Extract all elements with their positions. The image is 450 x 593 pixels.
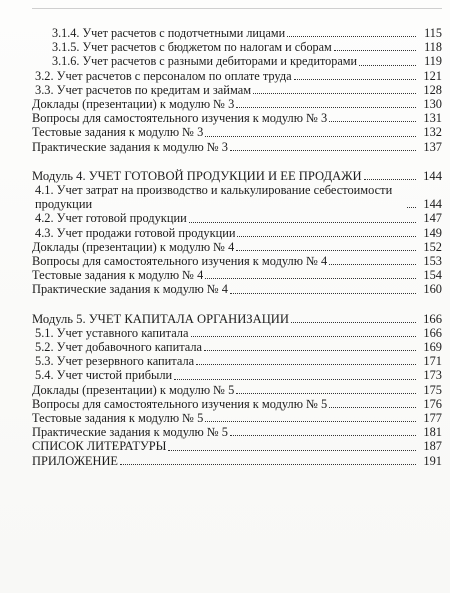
toc-entry-title: 4.1. Учет затрат на производство и калькулирование себестоимости продукции xyxy=(35,183,393,212)
toc-entry-title: Доклады (презентации) к модулю № 5 xyxy=(32,382,235,397)
toc-entry xyxy=(32,211,442,225)
toc-entry xyxy=(32,111,442,125)
toc-entry-title: 5.1. Учет уставного капитала xyxy=(35,325,189,340)
dot-leader xyxy=(205,278,416,279)
toc-entry-page: 115 xyxy=(424,26,442,40)
toc-entry-title: 3.2. Учет расчетов с персоналом по оплате труда xyxy=(35,68,292,83)
dot-leader xyxy=(174,379,416,380)
toc-entry xyxy=(32,397,442,411)
toc-entry xyxy=(32,226,442,240)
dot-leader xyxy=(205,421,416,422)
dot-leader xyxy=(205,136,416,137)
dot-leader xyxy=(236,393,416,394)
toc-entry-page: 132 xyxy=(423,125,442,140)
toc-entry-page: 152 xyxy=(423,239,442,254)
toc-entry xyxy=(32,354,442,368)
toc-entry xyxy=(32,340,442,354)
toc-entry-title: Доклады (презентации) к модулю № 3 xyxy=(32,97,235,112)
top-rule xyxy=(32,8,442,9)
toc-entry-page: 144 xyxy=(423,168,442,183)
toc-entry xyxy=(32,439,442,453)
toc-entry-page: 137 xyxy=(423,139,442,154)
dot-leader xyxy=(236,107,416,108)
dot-leader xyxy=(294,79,416,80)
dot-leader xyxy=(329,264,416,265)
toc-entry-page: 191 xyxy=(423,453,442,468)
dot-leader xyxy=(407,207,416,208)
table-of-contents xyxy=(32,26,442,468)
toc-module-heading xyxy=(32,312,442,326)
toc-entry xyxy=(32,83,442,97)
toc-entry-page: 160 xyxy=(423,282,442,297)
toc-entry-page: 169 xyxy=(423,340,442,355)
toc-entry-title: 5.2. Учет добавочного капитала xyxy=(35,340,203,355)
dot-leader xyxy=(329,121,416,122)
toc-entry-title: 4.2. Учет готовой продукции xyxy=(35,211,187,226)
toc-entry-page: 166 xyxy=(423,311,442,326)
toc-entry-title: Вопросы для самостоятельного изучения к модулю № 5 xyxy=(32,396,328,411)
toc-entry-page: 119 xyxy=(424,54,442,69)
toc-entry xyxy=(32,183,442,211)
toc-entry-page: 166 xyxy=(423,325,442,340)
toc-entry xyxy=(32,326,442,340)
dot-leader xyxy=(364,179,416,180)
dot-leader xyxy=(237,236,416,237)
toc-entry-page: 118 xyxy=(424,40,442,55)
toc-entry xyxy=(32,26,442,40)
dot-leader xyxy=(120,464,416,465)
toc-entry-title: 3.3. Учет расчетов по кредитам и займам xyxy=(35,82,252,97)
toc-entry xyxy=(32,54,442,68)
dot-leader xyxy=(189,222,416,223)
toc-module-heading xyxy=(32,169,442,183)
toc-entry-page: 144 xyxy=(423,197,442,212)
toc-entry-page: 175 xyxy=(423,382,442,397)
toc-entry-title: 5.3. Учет резервного капитала xyxy=(35,354,195,369)
toc-entry-page: 181 xyxy=(423,425,442,440)
toc-entry xyxy=(32,454,442,468)
toc-entry-page: 130 xyxy=(423,97,442,112)
toc-entry-title: 3.1.4. Учет расчетов с подотчетными лицами xyxy=(52,26,286,40)
toc-entry-title: Практические задания к модулю № 4 xyxy=(32,282,228,297)
toc-entry-title: Модуль 5. УЧЕТ КАПИТАЛА ОРГАНИЗАЦИИ xyxy=(32,311,289,326)
toc-entry-title: Доклады (презентации) к модулю № 4 xyxy=(32,239,235,254)
toc-entry-title: Вопросы для самостоятельного изучения к модулю № 3 xyxy=(32,111,328,126)
dot-leader xyxy=(253,93,416,94)
toc-entry-title: 3.1.6. Учет расчетов с разными дебиторами и кредиторами xyxy=(52,54,357,69)
dot-leader xyxy=(291,322,416,323)
toc-entry-page: 149 xyxy=(423,225,442,240)
toc-entry-page: 131 xyxy=(423,111,442,126)
toc-entry-page: 173 xyxy=(423,368,442,383)
toc-entry-title: Тестовые задания к модулю № 5 xyxy=(32,411,204,426)
dot-leader xyxy=(287,36,416,37)
toc-entry xyxy=(32,97,442,111)
toc-entry-page: 153 xyxy=(423,254,442,269)
toc-entry-title: Практические задания к модулю № 5 xyxy=(32,425,228,440)
toc-entry-page: 121 xyxy=(423,68,442,83)
dot-leader xyxy=(236,250,416,251)
dot-leader xyxy=(230,293,416,294)
toc-entry xyxy=(32,282,442,296)
toc-entry xyxy=(32,40,442,54)
section-gap xyxy=(32,154,442,169)
toc-entry xyxy=(32,368,442,382)
toc-entry-title: Модуль 4. УЧЕТ ГОТОВОЙ ПРОДУКЦИИ И ЕЕ ПРОДАЖИ xyxy=(32,168,362,183)
dot-leader xyxy=(204,350,416,351)
dot-leader xyxy=(191,336,417,337)
toc-entry xyxy=(32,125,442,139)
toc-entry xyxy=(32,383,442,397)
dot-leader xyxy=(230,435,416,436)
toc-entry-title: 3.1.5. Учет расчетов с бюджетом по налогам и сборам xyxy=(52,40,332,55)
dot-leader xyxy=(334,50,416,51)
toc-entry-title: СПИСОК ЛИТЕРАТУРЫ xyxy=(32,439,167,454)
toc-entry-title: 4.3. Учет продажи готовой продукции xyxy=(35,225,236,240)
toc-entry-title: Практические задания к модулю № 3 xyxy=(32,139,228,154)
toc-entry-title: Тестовые задания к модулю № 4 xyxy=(32,268,204,283)
toc-entry-page: 154 xyxy=(423,268,442,283)
toc-entry-page: 177 xyxy=(423,411,442,426)
toc-entry-page: 128 xyxy=(423,82,442,97)
toc-entry-page: 171 xyxy=(423,354,442,369)
toc-entry xyxy=(32,425,442,439)
toc-entry xyxy=(32,69,442,83)
toc-entry-page: 187 xyxy=(423,439,442,454)
section-gap xyxy=(32,297,442,312)
toc-entry-title: ПРИЛОЖЕНИЕ xyxy=(32,453,118,468)
dot-leader xyxy=(359,65,416,66)
dot-leader xyxy=(168,450,416,451)
toc-entry xyxy=(32,268,442,282)
toc-entry xyxy=(32,411,442,425)
toc-entry-page: 147 xyxy=(423,211,442,226)
toc-entry xyxy=(32,240,442,254)
dot-leader xyxy=(196,364,416,365)
dot-leader xyxy=(230,150,416,151)
toc-entry-title: 5.4. Учет чистой прибыли xyxy=(35,368,173,383)
toc-entry-title: Вопросы для самостоятельного изучения к модулю № 4 xyxy=(32,254,328,269)
toc-entry-page: 176 xyxy=(423,396,442,411)
toc-entry-title: Тестовые задания к модулю № 3 xyxy=(32,125,204,140)
toc-entry xyxy=(32,140,442,154)
toc-entry xyxy=(32,254,442,268)
dot-leader xyxy=(329,407,416,408)
